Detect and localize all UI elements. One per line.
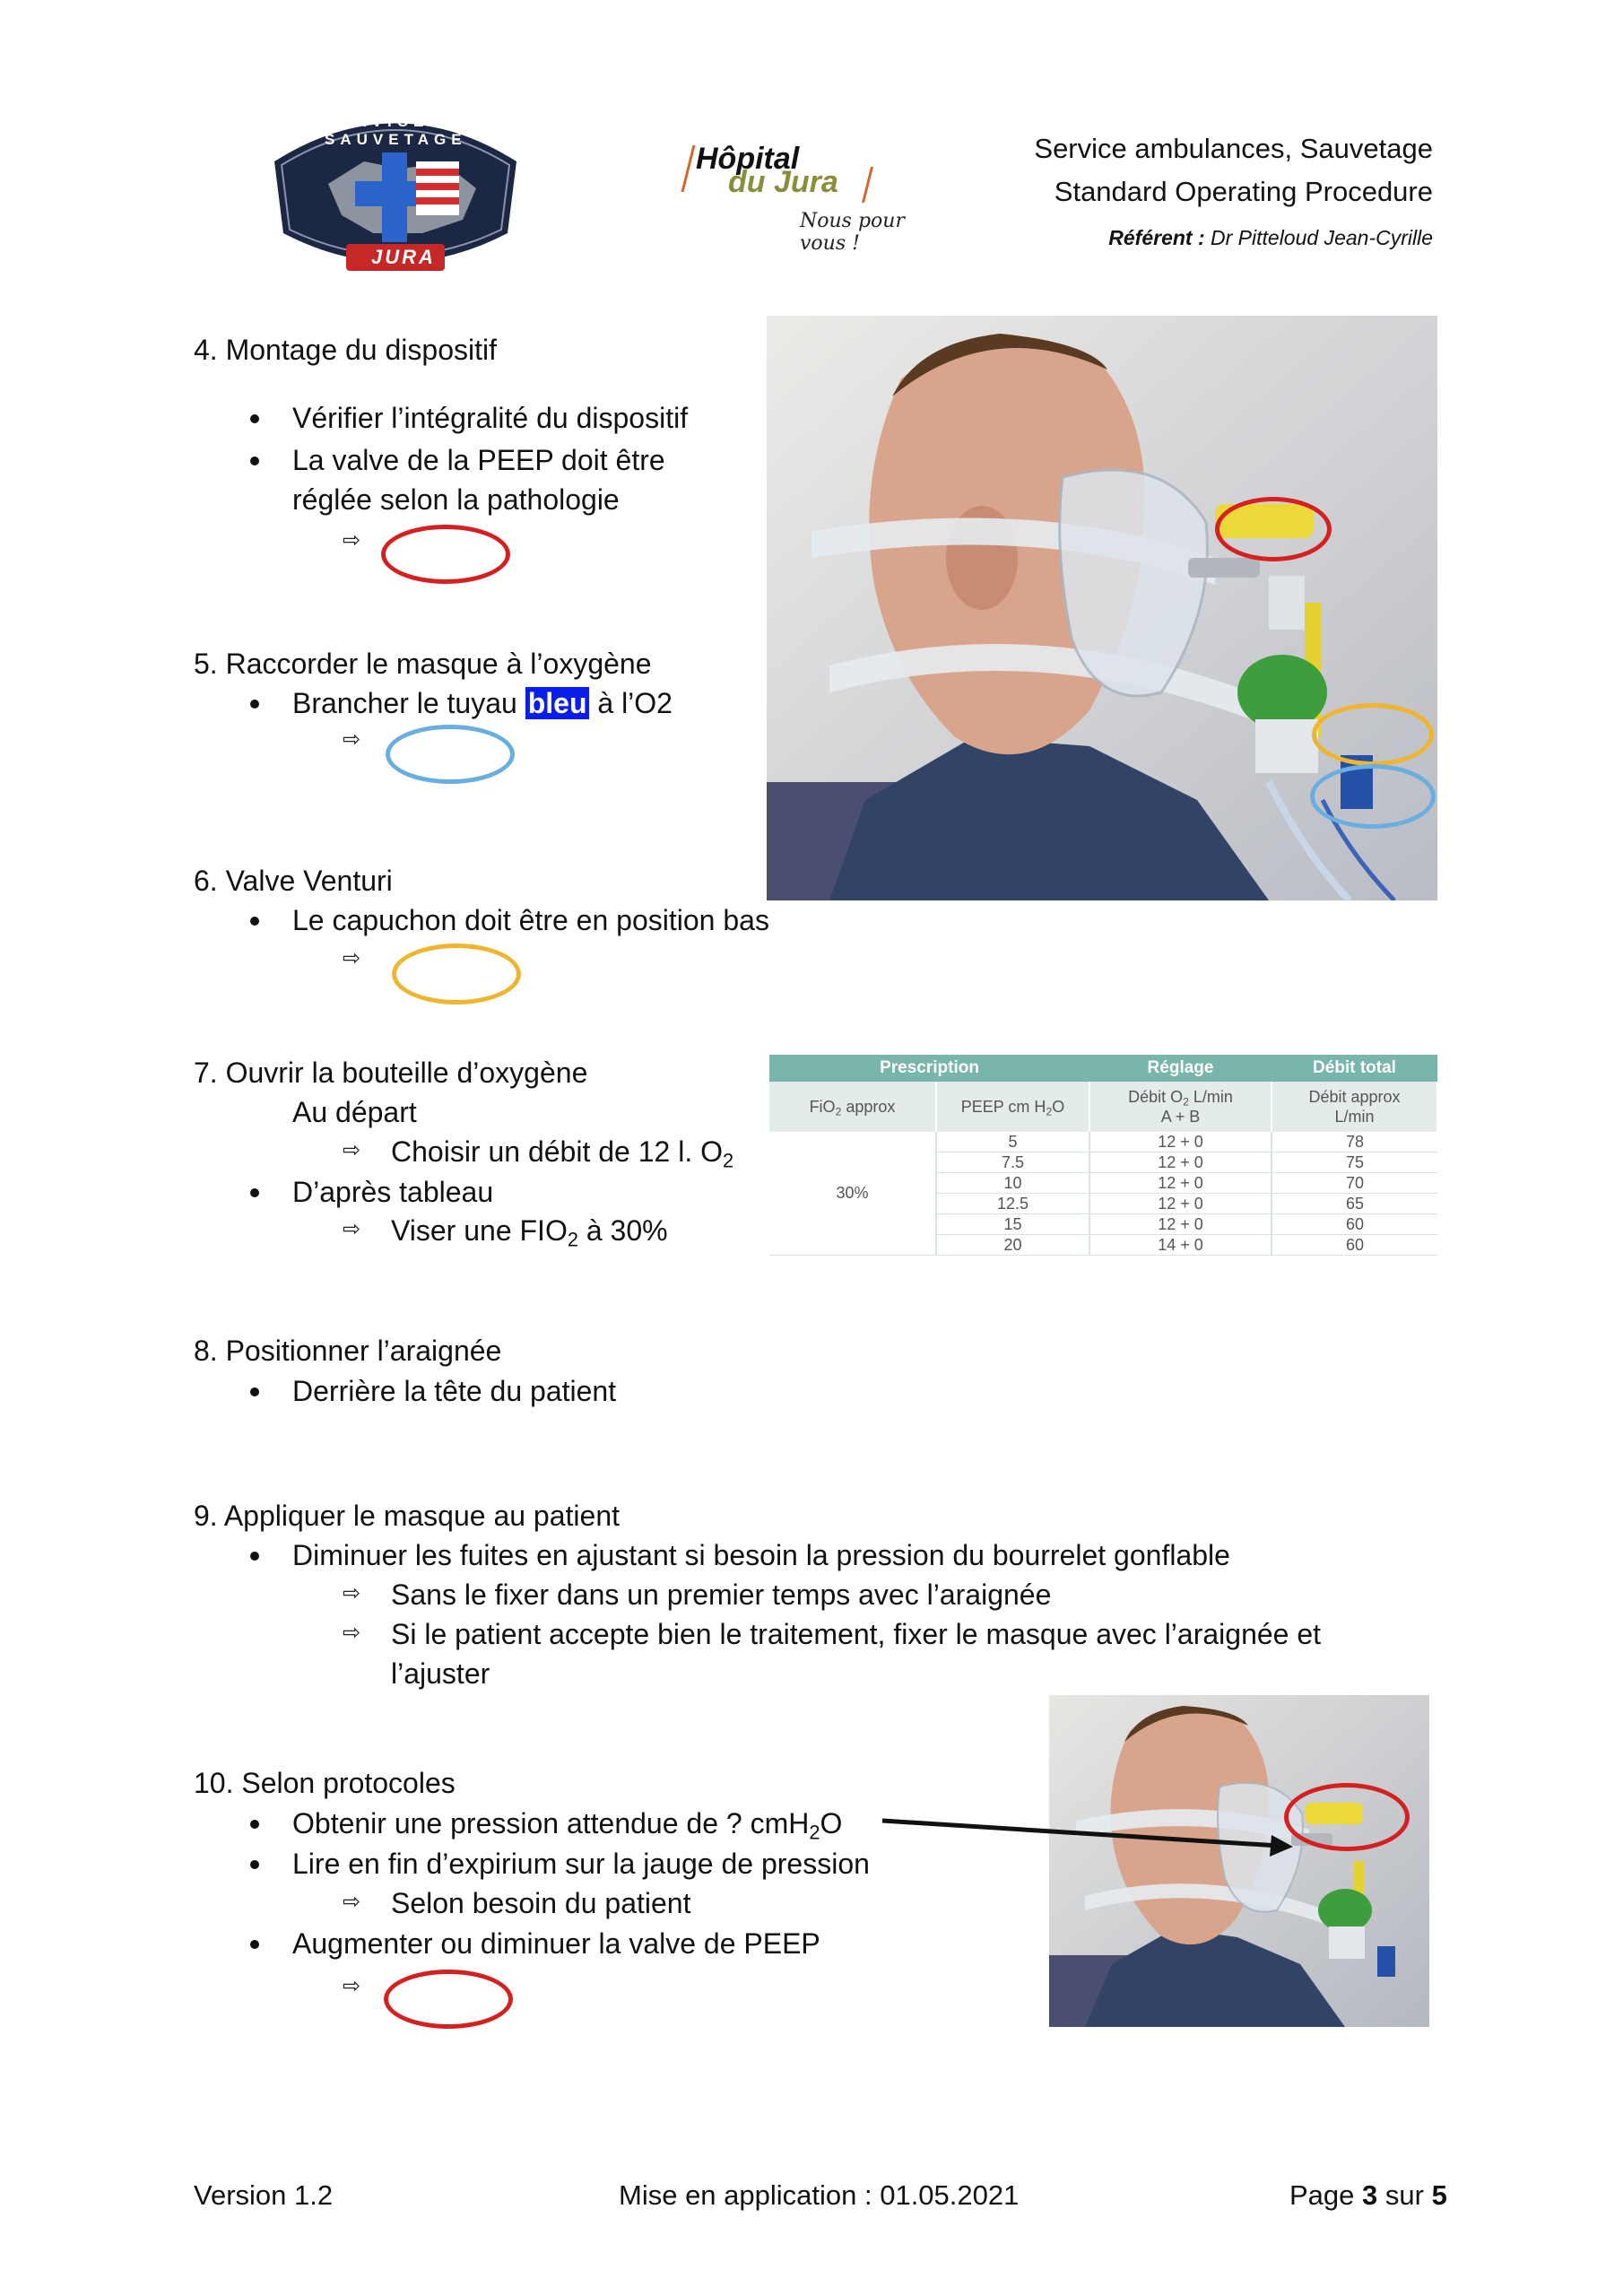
- logo-center-line2: du Jura: [728, 165, 838, 199]
- table-cell: 65: [1271, 1194, 1437, 1214]
- pointer-arrow: [879, 1794, 1309, 1866]
- bullet: [250, 414, 259, 423]
- table-cell: 12 + 0: [1089, 1173, 1271, 1194]
- subscript: 2: [567, 1228, 578, 1251]
- table-cell: 12 + 0: [1089, 1132, 1271, 1152]
- table-cell: 20: [936, 1235, 1089, 1256]
- header-line2: Standard Operating Procedure: [1054, 176, 1433, 207]
- subscript: 2: [809, 1821, 820, 1844]
- bullet: [250, 1940, 259, 1949]
- step-5-bullet-1-pre: Brancher le tuyau: [292, 687, 517, 719]
- peep-red-ring-marker: [381, 525, 510, 584]
- step-9-arrow-2-line1: Si le patient accepte bien le traitement, fixer le masque avec l’araignée et: [391, 1618, 1322, 1650]
- table-cell: 15: [936, 1214, 1089, 1235]
- table-cell: 12 + 0: [1089, 1152, 1271, 1173]
- logo-left-bottom-text: JURA: [371, 246, 436, 268]
- hopital-du-jura-logo: [681, 136, 950, 253]
- arrow-icon: ⇨: [343, 1973, 361, 1998]
- bullet: [250, 1552, 259, 1561]
- bullet: [250, 917, 259, 926]
- step-9-title: 9. Appliquer le masque au patient: [194, 1500, 620, 1532]
- step-8-bullet-1: Derrière la tête du patient: [292, 1375, 617, 1407]
- step-5-title: 5. Raccorder le masque à l’oxygène: [194, 648, 652, 680]
- service-sauvetage-jura-logo: [265, 99, 525, 287]
- step-10-arrow-1: Selon besoin du patient: [391, 1887, 691, 1919]
- subscript: 2: [722, 1149, 734, 1172]
- logo-left-top-text: SERVICE SAUVETAGE: [325, 113, 467, 148]
- patient-mask-photo: [767, 316, 1437, 900]
- step-7-bullet-1: D’après tableau: [292, 1176, 494, 1208]
- bullet: [250, 1820, 259, 1829]
- step-7-arrow-2-text: Viser une FIO: [391, 1214, 568, 1247]
- step-5-bullet-1: [292, 683, 673, 723]
- logo-center-line1: Hôpital: [696, 142, 800, 176]
- highlight-bleu: bleu: [525, 687, 590, 719]
- header-referent: [1108, 226, 1433, 250]
- step-4-title: 4. Montage du dispositif: [194, 334, 497, 366]
- table-group-header: Prescription: [769, 1055, 1089, 1082]
- arrow-icon: ⇨: [343, 945, 361, 970]
- table-col-fio2: FiO$_2$ approx: [769, 1082, 936, 1132]
- bullet: [250, 700, 259, 709]
- table-row: [769, 1132, 1437, 1152]
- table-col-total: Débit approx L/min: [1271, 1082, 1437, 1132]
- table-cell: 14 + 0: [1089, 1235, 1271, 1256]
- step-7-arrow-2-post: à 30%: [586, 1214, 668, 1247]
- step-10-bullet-1-post: O: [820, 1807, 843, 1839]
- step-10-bullet-2: Lire en fin d’expirium sur la jauge de pression: [292, 1848, 870, 1880]
- step-9-arrow-1: Sans le fixer dans un premier temps avec l’araignée: [391, 1578, 1052, 1611]
- footer-page: Page 3 sur 5: [1289, 2179, 1447, 2211]
- table-col-peep: PEEP cm $H_2O$: [936, 1082, 1089, 1132]
- arrow-icon: ⇨: [343, 1620, 361, 1645]
- footer-mise-en-application: Mise en application : 01.05.2021: [619, 2179, 1020, 2211]
- table-group-header: Débit total: [1271, 1055, 1437, 1082]
- step-6-bullet-1: Le capuchon doit être en position bas: [292, 904, 769, 936]
- referent-label: Référent :: [1108, 226, 1205, 249]
- bullet: [250, 457, 259, 465]
- arrow-icon: ⇨: [343, 726, 361, 752]
- oxygen-flow-table: [769, 1055, 1438, 1256]
- table-col-debit: Débit $O_2$ L/min A + B: [1089, 1082, 1271, 1132]
- table-group-header: Réglage: [1089, 1055, 1271, 1082]
- step-6-title: 6. Valve Venturi: [194, 865, 393, 897]
- arrow-icon: ⇨: [343, 527, 361, 552]
- step-10-bullet-1: [292, 1804, 842, 1843]
- table-cell: 75: [1271, 1152, 1437, 1173]
- table-cell: 70: [1271, 1173, 1437, 1194]
- step-5-bullet-1-post: à l’O2: [597, 687, 673, 719]
- table-cell: 10: [936, 1173, 1089, 1194]
- bullet: [250, 1188, 259, 1197]
- step-4-bullet-2-line2: réglée selon la pathologie: [292, 483, 620, 516]
- peep-red-ring-marker-2: [384, 1970, 513, 2029]
- arrow-icon: ⇨: [343, 1216, 361, 1241]
- step-7-arrow-1-text: Choisir un débit de 12 l. O: [391, 1135, 723, 1168]
- table-cell-fio2: 30%: [769, 1132, 936, 1256]
- page-total: 5: [1431, 2179, 1447, 2211]
- table-cell: 60: [1271, 1214, 1437, 1235]
- venturi-yellow-ring-marker: [392, 944, 521, 1004]
- table-cell: 78: [1271, 1132, 1437, 1152]
- venturi-yellow-ring: [1312, 703, 1434, 766]
- step-9-bullet-1: Diminuer les fuites en ajustant si besoin la pression du bourrelet gonflable: [292, 1539, 1230, 1571]
- footer-version: Version 1.2: [194, 2179, 334, 2211]
- step-7-arrow-1: [391, 1132, 733, 1171]
- referent-name: Dr Pitteloud Jean-Cyrille: [1211, 226, 1433, 249]
- arrow-icon: ⇨: [343, 1889, 361, 1914]
- step-9-arrow-2-line2: l’ajuster: [391, 1657, 490, 1690]
- step-7-sub-1: Au départ: [292, 1096, 417, 1128]
- table-cell: 12 + 0: [1089, 1214, 1271, 1235]
- step-8-title: 8. Positionner l’araignée: [194, 1335, 502, 1367]
- step-10-bullet-3: Augmenter ou diminuer la valve de PEEP: [292, 1927, 820, 1960]
- arrow-icon: ⇨: [343, 1580, 361, 1605]
- step-7-title: 7. Ouvrir la bouteille d’oxygène: [194, 1057, 588, 1089]
- table-cell: 12.5: [936, 1194, 1089, 1214]
- step-4-bullet-2-line1: La valve de la PEEP doit être: [292, 444, 665, 476]
- peep-valve-red-ring: [1215, 497, 1332, 561]
- oxygen-blue-ring: [1310, 764, 1436, 829]
- step-10-title: 10. Selon protocoles: [194, 1767, 456, 1799]
- table-cell: 12 + 0: [1089, 1194, 1271, 1214]
- step-10-bullet-1-text: Obtenir une pression attendue de ? cmH: [292, 1807, 810, 1839]
- step-7-arrow-2: [391, 1211, 668, 1250]
- oxygen-blue-ring-marker: [386, 725, 515, 784]
- table-cell: 7.5: [936, 1152, 1089, 1173]
- bullet: [250, 1860, 259, 1869]
- table-cell: 5: [936, 1132, 1089, 1152]
- bullet: [250, 1387, 259, 1396]
- table-cell: 60: [1271, 1235, 1437, 1256]
- header-line1: Service ambulances, Sauvetage: [1034, 133, 1433, 164]
- arrow-icon: ⇨: [343, 1137, 361, 1162]
- step-4-bullet-1: Vérifier l’intégralité du dispositif: [292, 402, 689, 434]
- logo-center-tagline: Nous pour vous !: [800, 210, 905, 255]
- page-number: 3: [1362, 2179, 1378, 2211]
